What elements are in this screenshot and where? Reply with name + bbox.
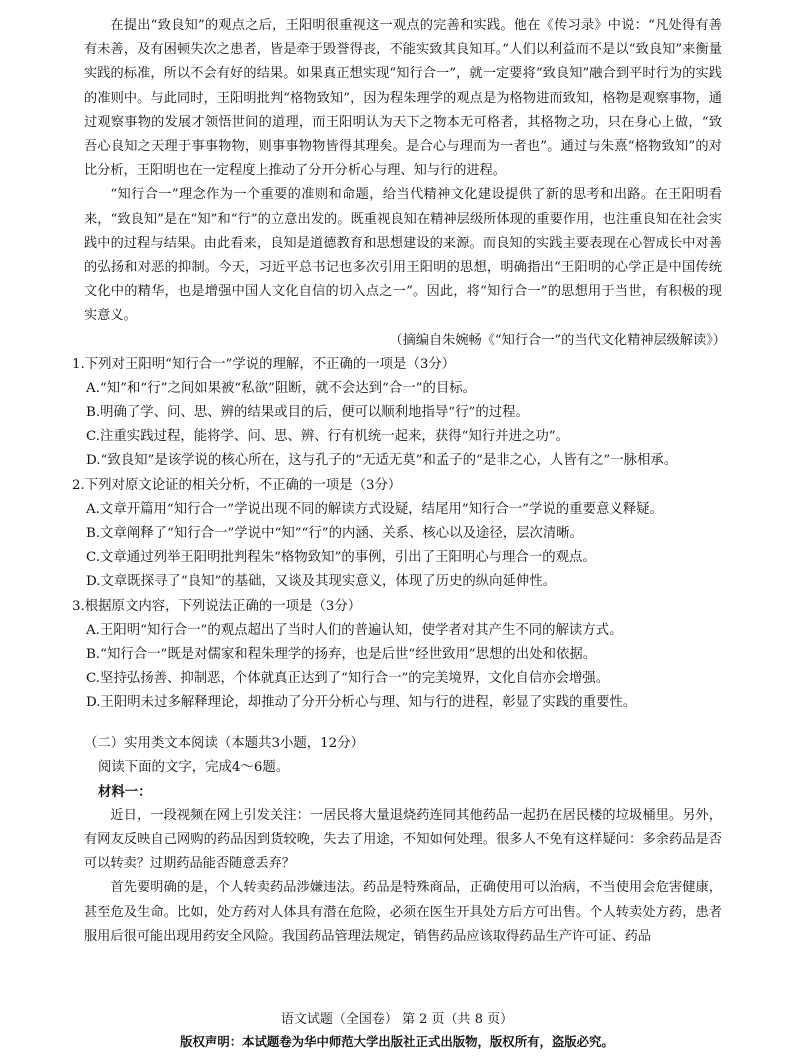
question-option: D.王阳明未过多解释理论，却推动了分开分析心与理、知与行的进程，彰显了实践的重要性。: [86, 695, 637, 711]
question-option: D.文章既探寻了“良知”的基础，又谈及其现实意义，体现了历史的纵向延伸性。: [86, 574, 557, 590]
question-2: [72, 474, 722, 595]
question-option: B.明确了学、问、思、辨的结果或目的后，便可以顺利地指导“行”的过程。: [86, 405, 529, 421]
question-stem: 1.下列对王阳明“知行合一”学说的理解，不正确的一项是（3分）: [72, 356, 456, 372]
article-paragraph-2: “知行合一”理念作为一个重要的准则和命题，给当代精神文化建设提供了新的思考和出路。在王阳明看来，“致良知”是在“知”和“行”的立意出发的。既重视良知在精神层级所体现的重要作用，也注重良知在社会实践中的过程与结果。由此看来，良知是道德教育和思想建设的来源。而良知的实践主要表现在心智成长中对善的弘扬和对恶的抑制。今天，习近平总书记也多次引用王阳明的思想，明确指出“王阳明的心学正是中国传统文化中的精华，也是增强中国人文化自信的切入点之一”。因此，将“知行合一”的思想用于当世，有积极的现实意义。: [84, 187, 722, 324]
page-footer: 语文试题（全国卷） 第 2 页（共 8 页）: [280, 1012, 514, 1027]
question-option: A.“知”和“行”之间如果被“私欲”阻断，就不会达到“合一”的目标。: [86, 380, 477, 396]
question-option: B.“知行合一”既是对儒家和程朱理学的扬弃，也是后世“经世致用”思想的出处和依据。: [86, 647, 597, 663]
question-stem: 2.下列对原文论证的相关分析，不正确的一项是（3分）: [72, 477, 402, 493]
article-paragraph-1: 在提出“致良知”的观点之后，王阳明很重视这一观点的完善和实践。他在《传习录》中说：“凡处得有善有未善，及有困顿失次之患者，皆是牵于毁誉得丧，不能实致其良知耳。”人们以利益而不是以“致良知”来衡量实践的标准，所以不会有好的结果。如果真正想实现“知行合一”，就一定要将“致良知”融合到平时行为的实践的准则中。与此同时，王阳明批判“格物致知”，因为程朱理学的观点是为格物进而致知，格物是观察事物，通过观察事物的发展才领悟世间的道理，而王阳明认为天下之物本无可格者，其格物之功，只在身心上做，“致吾心良知之天理于事事物物，则事事物物皆得其理矣。是合心与理而为一者也”。通过与朱熹“格物致知”的对比分析，王阳明也在一定程度上推动了分开分析心与理、知与行的进程。: [84, 18, 722, 179]
section-instruction: 阅读下面的文字，完成4～6题。: [98, 759, 290, 775]
question-option: B.文章阐释了“知行合一”学说中“知”“行”的内涵、关系、核心以及途径，层次清晰。: [86, 526, 584, 542]
question-option: C.文章通过列举王阳明批判程朱“格物致知”的事例，引出了王阳明心与理合一的观点。: [86, 550, 596, 566]
question-option: A.文章开篇用“知行合一”学说出现不同的解读方式设疑，结尾用“知行合一”学说的重要意义释疑。: [86, 501, 663, 517]
material-paragraph-2: 首先要明确的是，个人转卖药品涉嫌违法。药品是特殊商品，正确使用可以治病，不当使用会危害健康，甚至危及生命。比如，处方药对人体具有潜在危险，必须在医生开具处方后方可出售。个人转卖处方药，患者服用后很可能出现用药安全风险。我国药品管理法规定，销售药品应该取得药品生产许可证、药品: [84, 880, 722, 944]
question-3: [72, 595, 722, 716]
question-option: C.坚持弘扬善、抑制恶，个体就真正达到了“知行合一”的完美境界，文化自信亦会增强。: [86, 671, 610, 687]
question-option: A.王阳明“知行合一”的观点超出了当时人们的普遍认知，使学者对其产生不同的解读方式。: [86, 622, 623, 638]
question-1: [72, 353, 722, 474]
section-title: （二）实用类文本阅读（本题共3小题，12分）: [84, 735, 364, 751]
article-source: （摘编自朱婉畅《“知行合一”的当代文化精神层级解读》）: [389, 332, 726, 348]
question-stem: 3.根据原文内容，下列说法正确的一项是（3分）: [72, 598, 362, 614]
copyright-notice: 版权声明：本试题卷为华中师范大学出版社正式出版物，版权所有，盗版必究。: [180, 1034, 614, 1049]
material-label: 材料一：: [98, 783, 152, 800]
question-option: C.注重实践过程，能将学、问、思、辨、行有机统一起来，获得“知行并进之功”。: [86, 429, 569, 445]
question-option: D.“致良知”是该学说的核心所在，这与孔子的“无适无莫”和孟子的“是非之心，人皆有之”一脉相承。: [86, 453, 678, 469]
material-paragraph-1: 近日，一段视频在网上引发关注：一居民将大量退烧药连同其他药品一起扔在居民楼的垃圾桶里。另外，有网友反映自己网购的药品因到货较晚，失去了用途，不知如何处理。很多人不免有这样疑问：多余药品是否可以转卖？过期药品能否随意丢弃？: [84, 807, 722, 872]
